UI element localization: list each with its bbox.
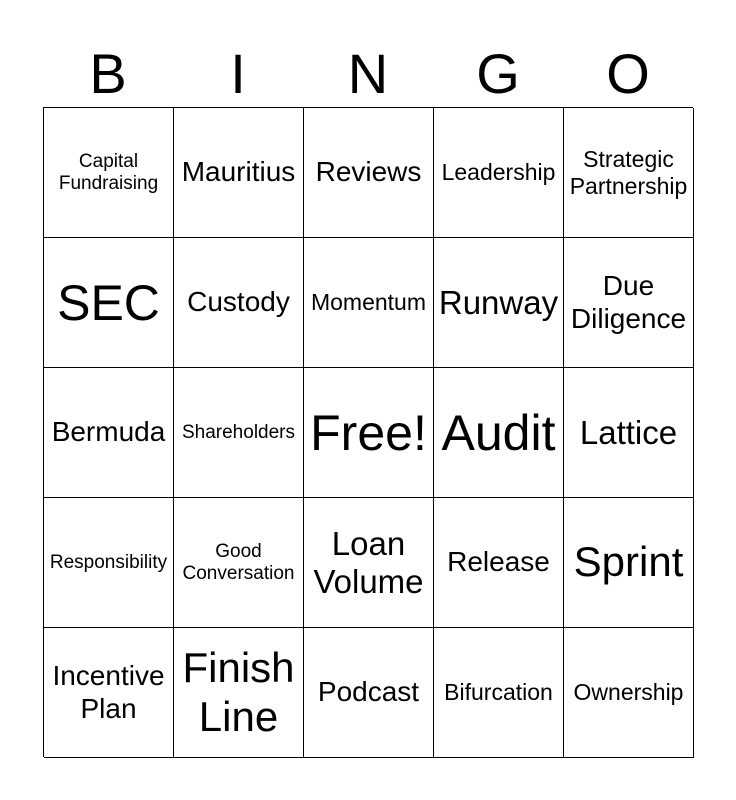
header-letter-b: B	[89, 42, 127, 105]
bingo-cell[interactable]: Lattice	[564, 368, 694, 498]
bingo-cell[interactable]: Finish Line	[174, 628, 304, 758]
bingo-cell[interactable]: Shareholders	[174, 368, 304, 498]
bingo-cell[interactable]: Ownership	[564, 628, 694, 758]
header-letter-i: I	[230, 42, 246, 105]
bingo-cell[interactable]: Momentum	[304, 238, 434, 368]
bingo-board	[43, 107, 693, 757]
bingo-cell[interactable]: Mauritius	[174, 108, 304, 238]
bingo-cell[interactable]: Responsibility	[44, 498, 174, 628]
bingo-cell[interactable]: Loan Volume	[304, 498, 434, 628]
header-letter-g: G	[476, 42, 520, 105]
bingo-cell[interactable]: Sprint	[564, 498, 694, 628]
bingo-cell[interactable]: Bifurcation	[434, 628, 564, 758]
bingo-cell[interactable]: Custody	[174, 238, 304, 368]
header-letter-n: N	[347, 42, 389, 105]
bingo-cell[interactable]: Podcast	[304, 628, 434, 758]
bingo-cell[interactable]: Capital Fundraising	[44, 108, 174, 238]
bingo-cell[interactable]: SEC	[44, 238, 174, 368]
bingo-cell[interactable]: Reviews	[304, 108, 434, 238]
bingo-cell[interactable]: Incentive Plan	[44, 628, 174, 758]
bingo-cell[interactable]: Leadership	[434, 108, 564, 238]
bingo-cell[interactable]: Release	[434, 498, 564, 628]
free-space-cell[interactable]: Free!	[304, 368, 434, 498]
bingo-cell[interactable]: Runway	[434, 238, 564, 368]
bingo-header	[43, 42, 693, 106]
bingo-cell[interactable]: Due Diligence	[564, 238, 694, 368]
bingo-cell[interactable]: Audit	[434, 368, 564, 498]
bingo-cell[interactable]: Bermuda	[44, 368, 174, 498]
bingo-cell[interactable]: Strategic Partnership	[564, 108, 694, 238]
bingo-cell[interactable]: Good Conversation	[174, 498, 304, 628]
header-letter-o: O	[606, 42, 650, 105]
